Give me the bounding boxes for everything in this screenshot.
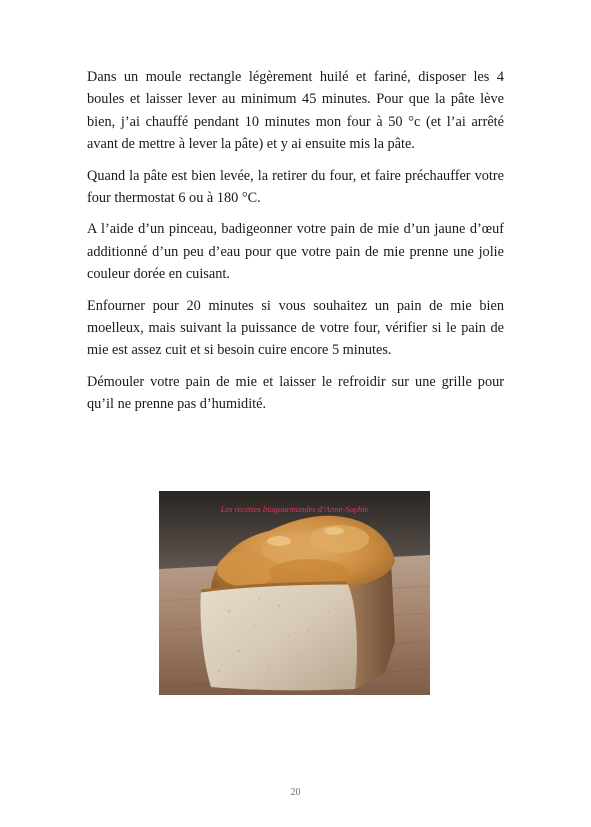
- bread-photo: [159, 491, 430, 695]
- paragraph-2: Quand la pâte est bien levée, la retirer du four, et faire préchauffer votre four thermostat 6 ou à 180 °C.: [87, 167, 504, 207]
- paragraph-4: Enfourner pour 20 minutes si vous souhaitez un pain de mie bien moelleux, mais suivant la puissance de votre four, vérifier si le pain de mie est assez cuit et si besoin cuire encore 5 minutes.: [87, 297, 504, 359]
- recipe-text: [87, 66, 504, 425]
- photo-watermark: Les recettes biogourmandes d’Anne-Sophie: [220, 504, 369, 514]
- paragraph-5: Démouler votre pain de mie et laisser le refroidir sur une grille pour qu’il ne prenne pas d’humidité.: [87, 373, 504, 413]
- paragraph-1: Dans un moule rectangle légèrement huilé et fariné, disposer les 4 boules et laisser lever au minimum 45 minutes. Pour que la pâte lève bien, j’ai chauffé pendant 10 minutes mon four à 50 °c (et l’ai arrêté avant de mettre à lever la pâte) et y ai ensuite mis la pâte.: [87, 69, 504, 153]
- paragraph-3: A l’aide d’un pinceau, badigeonner votre pain de mie d’un jaune d’œuf additionné d’un peu d’eau pour que votre pain de mie prenne une jolie couleur dorée en cuisant.: [87, 221, 504, 283]
- page-number: 20: [290, 787, 301, 798]
